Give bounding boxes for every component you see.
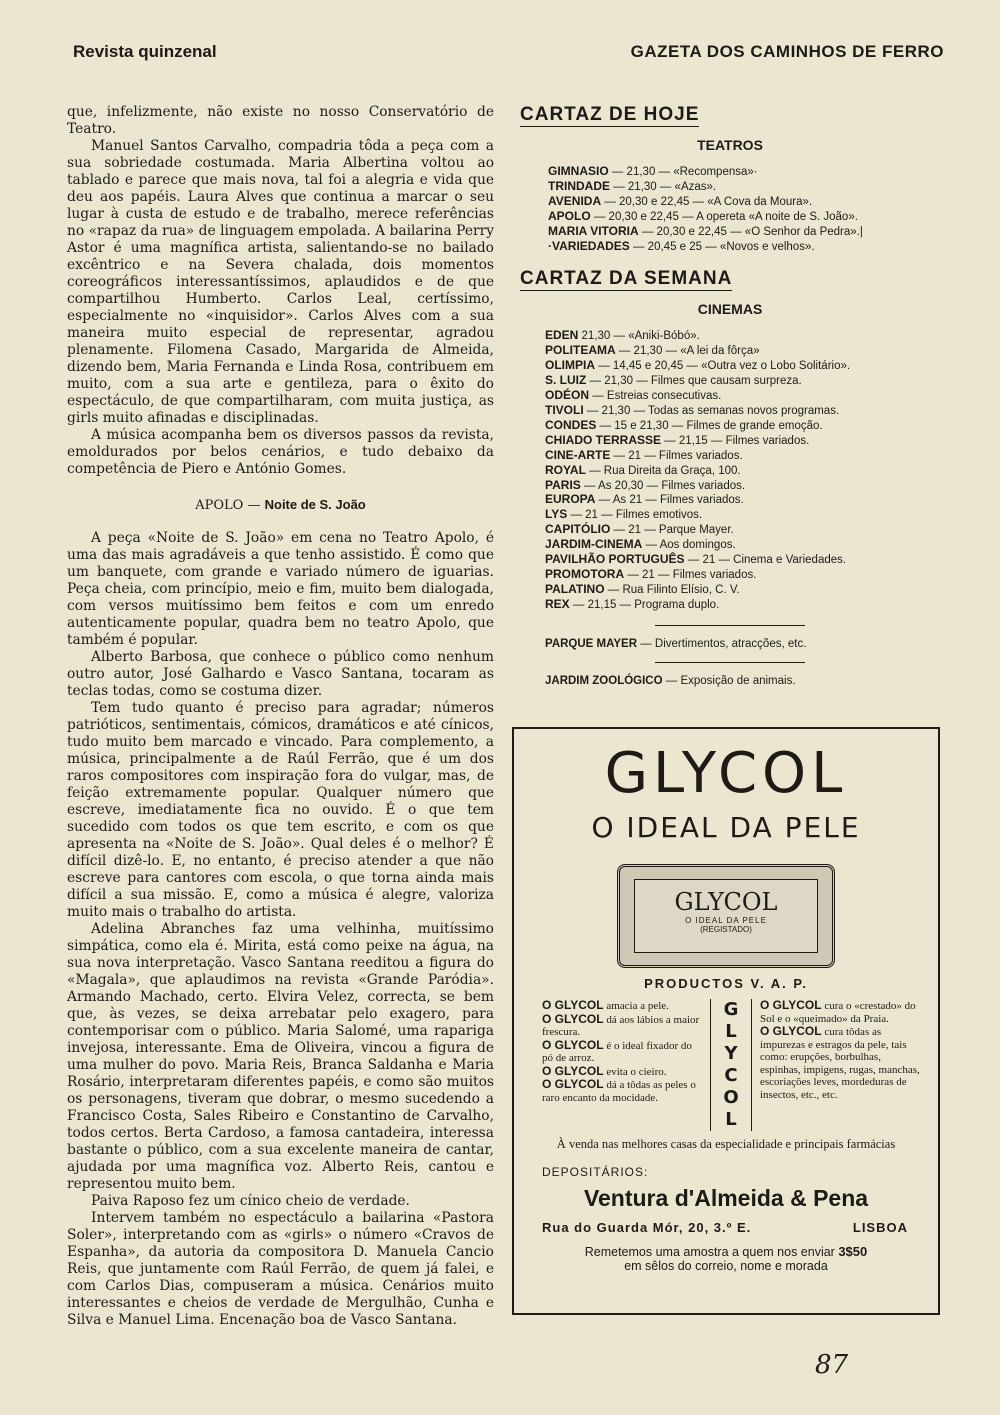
ad-sample-text: Remetemos uma amostra a quem nos enviar [584, 1245, 839, 1259]
article-paragraph: que, infelizmente, não existe no nosso Conservatório de Teatro. [67, 104, 494, 137]
teatro-entry-name: APOLO [548, 208, 591, 223]
teatros-title: TEATROS [697, 137, 763, 153]
teatro-entry-detail: — 21,30 — «Azas». [610, 180, 717, 193]
cinema-entry-name: CONDES [545, 417, 597, 432]
jardim-zoologico-entry [545, 675, 940, 687]
cartaz-hoje-title: CARTAZ DE HOJE [520, 104, 700, 125]
cinema-entry [545, 374, 940, 389]
article-paragraph: A peça «Noite de S. João» em cena no Teatro Apolo, é uma das mais agradáveis a que tenho assistido. É como que um banquete, com grande e variado número de iguarias. Peça cheia, com princípio, meio e fim, muito bem dialogada, com versos muitíssimo bem feitos e com um enredo autenticamente popular, quadra bem no teatro Apolo, que também é popular. [67, 530, 494, 648]
ad-benefit-text: evita o cieiro. [603, 1065, 667, 1078]
cinema-entry-name: S. LUIZ [545, 373, 587, 388]
ad-benefit-text: dá aos lábios a maior frescura. [542, 1013, 700, 1038]
cinema-entry [545, 404, 940, 419]
article-paragraph: Intervem também no espectáculo a bailarina «Pastora Soler», interpretando com as «girls» o número «Cravos de Espanha», da autoria da compositora D. Manuela Cancio Reis, que juntamente com Raúl Ferrão, de quem já falei, e com Carlos Dias, compuseram a música. Cenários muito interessantes e cheios de verdade de Mergulhão, Cunha e Silva e Manuel Lima. Encenação boa de Vasco Santana. [67, 1210, 494, 1328]
ad-benefit-brand: O GLYCOL [542, 1063, 604, 1078]
ad-vertical-brand [710, 999, 752, 1131]
teatro-entry-name: AVENIDA [548, 193, 602, 208]
section-heading-title: Noite de S. João [264, 497, 366, 512]
ad-sample-offer [514, 1245, 938, 1273]
cinema-entry-name: CINE-ARTE [545, 447, 611, 462]
ad-benefits-left [542, 999, 702, 1131]
listings-column [520, 104, 940, 687]
ad-benefit-brand: O GLYCOL [760, 1024, 822, 1038]
product-label-image [617, 864, 835, 968]
label-registered: (REGISTADO) [700, 925, 752, 934]
ad-benefit [542, 1013, 702, 1039]
cinema-entry-name: PAVILHÃO PORTUGUÊS [545, 552, 685, 567]
teatro-entry-name: ·VARIEDADES [548, 238, 630, 253]
divider [655, 662, 805, 663]
cinema-entry [545, 419, 940, 434]
ad-benefit-brand: O GLYCOL [760, 998, 822, 1012]
ad-benefits-right [760, 999, 920, 1131]
teatro-entry-detail: — 20,30 e 22,45 — «A Cova da Moura». [601, 195, 813, 208]
cinemas-title: CINEMAS [697, 301, 763, 318]
cinema-entry [545, 598, 940, 613]
cinema-entry-detail: — 15 e 21,30 — Filmes de grande emoção. [596, 419, 823, 432]
article-paragraph: Tem tudo quanto é preciso para agradar; números patrióticos, sentimentais, cómicos, dramáticos e até cínicos, tudo muito bem marcado e vincado. Para complemento, a música, principalmente a de Raúl Ferrão, que é um dos raros compositores com inspiração fora do vulgar, mas, de feição extremamente popular. Qualquer número que escreve, imediatamente fica no ouvido. É o que tem sucedido com todos os que tem escrito, e com os que apresenta na «Noite de S. João». Qual deles é o melhor? É difícil dizê-lo. E, no entanto, é preciso atender a que não escreve para cantores com escola, o que torna ainda mais difícil a sua missão. E, como a música é alegre, valoriza muito mais o trabalho do artista. [67, 700, 494, 920]
ad-brand: GLYCOL [604, 741, 848, 806]
teatro-entry [548, 240, 940, 255]
product-label-panel [634, 879, 818, 953]
running-head-right: GAZETA DOS CAMINHOS DE FERRO [630, 42, 944, 61]
jardim-zoologico-name: JARDIM ZOOLÓGICO [545, 674, 663, 687]
ad-producer: PRODUCTOS V. A. P. [644, 976, 808, 991]
ad-depositario-name: Ventura d'Almeida & Pena [583, 1185, 869, 1211]
teatro-entry-detail: — 20,45 e 25 — «Novos e velhos». [629, 240, 815, 253]
divider [655, 625, 805, 626]
teatro-entry-name: GIMNASIO [548, 164, 609, 178]
parque-mayer-detail: — Divertimentos, atracções, etc. [637, 637, 807, 650]
cinema-entry [545, 479, 940, 494]
teatro-entry [548, 225, 940, 240]
cinema-entry-name: PARIS [545, 477, 581, 492]
teatro-entry-detail: — 21,30 — «Recompensa»· [608, 166, 758, 178]
cinema-entry [545, 464, 940, 479]
cinema-entry-detail: — 21,30 — Filmes que causam surpreza. [586, 375, 802, 388]
ad-address-row [542, 1220, 908, 1235]
ad-city: LISBOA [852, 1220, 908, 1235]
cinema-entry-detail: — 21 — Filmes variados. [624, 568, 757, 581]
ad-benefit-text: amacia a pele. [603, 1000, 669, 1012]
cinema-entry-name: JARDIM-CINEMA [545, 537, 643, 552]
ad-benefit [760, 999, 920, 1025]
ad-sample-price: 3$50 [838, 1244, 868, 1259]
teatro-entry-name: TRINDADE [548, 178, 610, 193]
cinema-entry-detail: — 21,30 — «A lei da fôrça» [615, 345, 760, 358]
cinema-entry [545, 508, 940, 523]
teatro-entry-detail: — 20,30 e 22,45 — A opereta «A noite de S. João». [590, 210, 858, 223]
ad-benefit [542, 1078, 702, 1104]
ad-benefit-text: dá a tôdas as peles o raro encanto da mocidade. [542, 1079, 696, 1104]
cinema-entry-detail: — 21 — Parque Mayer. [610, 524, 734, 537]
cinema-entry-name: CAPITÓLIO [545, 522, 611, 537]
cinema-entry-name: LYS [545, 507, 568, 522]
ad-vertical-letter: C [724, 1065, 738, 1086]
ad-benefits [542, 999, 920, 1131]
cinema-entry-detail: — 14,45 e 20,45 — «Outra vez o Lobo Solitário». [595, 360, 851, 373]
cinema-entry [545, 553, 940, 568]
cinemas-list [545, 329, 940, 612]
cinema-entry-name: ODÉON [545, 388, 590, 403]
page-number: 87 [815, 1350, 849, 1380]
teatro-entry [548, 210, 940, 225]
cinema-entry-name: EUROPA [545, 492, 596, 507]
ad-sample-text-2: em sêlos do correio, nome e morada [624, 1259, 828, 1273]
cinema-entry-detail: — As 20,30 — Filmes variados. [580, 479, 746, 492]
cinema-entry-detail: — 21,15 — Programa duplo. [569, 598, 720, 611]
cinema-entry-name: REX [545, 596, 570, 611]
ad-benefit-text: cura tôdas as impurezas e estragos da pele, tais como: erupções, borbulhas, espinhas, impigens, rugas, manchas, escoriações leves, mordeduras de insectos, etc., etc. [760, 1026, 920, 1101]
glycol-advertisement [512, 727, 940, 1315]
parque-mayer-name: PARQUE MAYER [545, 637, 638, 650]
teatro-entry [548, 195, 940, 210]
cinema-entry-detail: — Aos domingos. [642, 539, 736, 552]
cinema-entry [545, 434, 940, 449]
teatros-list [548, 165, 940, 254]
cinema-entry-detail: — Rua Filinto Elísio, C. V. [604, 583, 740, 596]
cinema-entry [545, 493, 940, 508]
cinema-entry-detail: — Rua Direita da Graça, 100. [585, 464, 741, 477]
article-paragraph: Alberto Barbosa, que conhece o público como nenhum outro autor, José Galhardo e Vasco Santana, tocaram as teclas todas, como se costuma dizer. [67, 649, 494, 699]
cinema-entry-name: CHIADO TERRASSE [545, 432, 662, 447]
parque-mayer-entry [545, 638, 940, 650]
article-paragraph: A música acompanha bem os diversos passos da revista, emoldurados por belos cenários, e tudo debaixo da competência de Piero e António Gomes. [67, 427, 494, 477]
teatro-entry [548, 180, 940, 195]
cinema-entry-detail: — 21 — Filmes variados. [610, 449, 743, 462]
cinema-entry [545, 389, 940, 404]
ad-benefit-brand: O GLYCOL [542, 1037, 604, 1052]
cinema-entry-detail: — 21 — Cinema e Variedades. [684, 554, 847, 567]
cinema-entry-detail: — 21 — Filmes emotivos. [567, 509, 703, 522]
cinema-entry-name: EDEN [545, 328, 579, 343]
ad-benefit [542, 1039, 702, 1065]
ad-address: Rua do Guarda Mór, 20, 3.º E. [542, 1220, 752, 1235]
cinema-entry [545, 449, 940, 464]
teatro-entry-name: MARIA VITORIA [548, 223, 639, 238]
running-head-left: Revista quinzenal [73, 42, 217, 61]
ad-tagline: O IDEAL DA PELE [591, 811, 861, 844]
label-tagline: O IDEAL DA PELE [685, 916, 767, 925]
cinema-entry-detail: — As 21 — Filmes variados. [595, 494, 744, 507]
ad-depositarios-title: DEPOSITÁRIOS: [542, 1165, 649, 1179]
section-heading-venue: APOLO — [195, 498, 265, 513]
ad-benefit [542, 999, 702, 1013]
cinema-entry-name: POLITEAMA [545, 343, 616, 358]
cinema-entry-detail: — 21,30 — Todas as semanas novos programas. [583, 404, 840, 417]
cinema-entry-detail: — 21,15 — Filmes variados. [661, 434, 810, 447]
cinema-entry [545, 568, 940, 583]
cartaz-semana-title: CARTAZ DA SEMANA [520, 268, 733, 290]
article-column [67, 104, 494, 1329]
ad-vertical-letter: Y [724, 1043, 738, 1064]
teatro-entry [548, 165, 940, 180]
ad-benefit [542, 1065, 702, 1079]
cinema-entry-name: OLIMPIA [545, 358, 595, 373]
ad-benefit-text: é o ideal fixador do pó de arroz. [542, 1039, 692, 1064]
cinema-entry [545, 523, 940, 538]
ad-benefit-text: cura o «crestado» do Sol e o «queimado» da Praia. [760, 1000, 916, 1025]
ad-benefit [760, 1025, 920, 1101]
ad-sale-note: À venda nas melhores casas da especialidade e principais farmácias [556, 1137, 896, 1151]
cinema-entry [545, 344, 940, 359]
ad-vertical-letter: O [723, 1087, 739, 1108]
ad-vertical-letter: L [725, 1021, 737, 1042]
section-heading [67, 496, 494, 514]
label-brand: GLYCOL [674, 888, 778, 916]
article-paragraph: Adelina Abranches faz uma velhinha, muitíssimo simpática, como ela é. Mirita, está como peixe na água, na sua nova interpretação. Vasco Santana reeditou a figura do «Magala», que aplaudimos na revista «Grande Paródia». Armando Machado, certo. Elvira Velez, correcta, se bem que, às vezes, se deixa arrebatar pelo exagero, para contemporisar com o público. Maria Salomé, uma rapariga invejosa, interessante. Ema de Oliveira, vincou a figura de uma mulher do povo. Maria Reis, Branca Saldanha e Maria Rosário, interpretaram diferentes papéis, e como são muitos os personagens, tiveram que dobrar, o mesmo sucedendo a Francisco Costa, Sales Ribeiro e Constantino de Carvalho, todos certos. Berta Cardoso, a famosa cantadeira, interessa bastante o público, com a sua excelente maneira de cantar, ajudada por uma magnífica voz. Alberto Reis, cantou e representou muito bem. [67, 921, 494, 1192]
jardim-zoologico-detail: — Exposição de animais. [662, 674, 796, 687]
article-paragraph: Manuel Santos Carvalho, compadria tôda a peça com a sua sobriedade costumada. Maria Albertina voltou ao tablado e parece que mais nova, tal foi a alegria e vida que deu aos papéis. Laura Alves que continua a marcar o seu lugar à custa de estudo e de trabalho, merece referências no «rapaz da rua» de linguagem empolada. A bailarina Perry Astor é uma magnífica artista, salientando-se no bailado excêntrico e na Severa chalada, dois momentos coreográficos interessantíssimos, aplaudidos e de que compartilhou Humberto. Carlos Leal, certíssimo, especialmente no «inquisidor». Carlos Alves com a sua maneira muito especial de representar, agradou plenamente. Filomena Casado, Margarida de Almeida, dizendo bem, Maria Fernanda e Linda Rosa, contribuem em muito, com a sua arte e gentileza, para o êxito do espectáculo, de que compartilharam, com muita justiça, as girls muito afinadas e disciplinadas. [67, 138, 494, 426]
cinema-entry [545, 359, 940, 374]
ad-vertical-letter: G [723, 999, 739, 1020]
cinema-entry-name: PROMOTORA [545, 566, 625, 581]
article-paragraph: Paiva Raposo fez um cínico cheio de verdade. [91, 1193, 410, 1209]
ad-benefit-brand: O GLYCOL [542, 1011, 604, 1026]
cinema-entry-detail: — Estreias consecutivas. [589, 390, 722, 403]
cinema-entry [545, 583, 940, 598]
ad-vertical-letter: L [725, 1109, 737, 1130]
ad-benefit-brand: O GLYCOL [542, 998, 604, 1012]
cinema-entry [545, 538, 940, 553]
ad-benefit-brand: O GLYCOL [542, 1077, 604, 1091]
cinema-entry-name: TIVOLI [545, 402, 584, 417]
cinema-entry-name: PALATINO [545, 581, 605, 596]
cinema-entry [545, 329, 940, 344]
cinema-entry-name: ROYAL [545, 462, 586, 477]
teatro-entry-detail: — 20,30 e 22,45 — «O Senhor da Pedra».| [638, 225, 863, 238]
cinema-entry-detail: 21,30 — «Aniki-Bóbó». [578, 330, 700, 343]
